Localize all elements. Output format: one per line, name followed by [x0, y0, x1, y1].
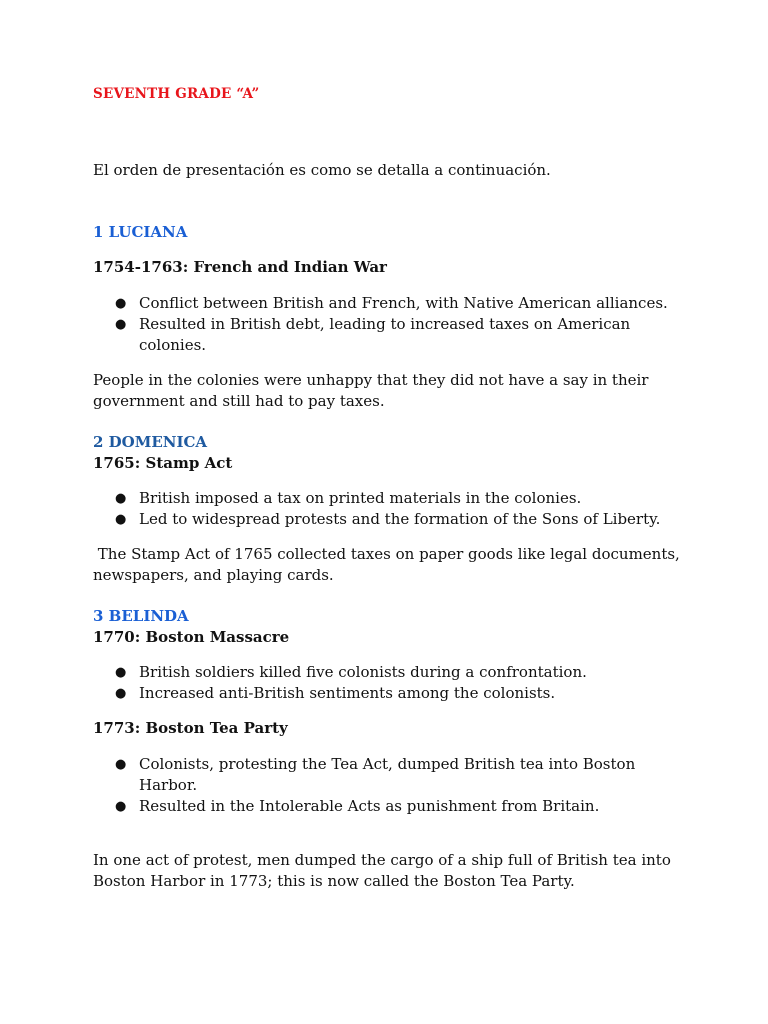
list-item: ● British soldiers killed five colonists during a confrontation. — [115, 663, 587, 681]
bullet-icon: ● — [115, 686, 127, 701]
list-item: ● Resulted in the Intolerable Acts as punishment from Britain. — [115, 797, 600, 815]
section-luciana — [93, 222, 693, 412]
section-domenica — [93, 432, 693, 586]
bullet-icon: ● — [115, 491, 127, 506]
bullet-icon: ● — [115, 296, 127, 311]
bullet-list — [93, 488, 693, 530]
presenter-name: 3 BELINDA — [93, 607, 189, 625]
list-item: ● Led to widespread protests and the formation of the Sons of Liberty. — [115, 510, 661, 528]
document-title: SEVENTH GRADE “A” — [93, 86, 260, 102]
list-item: ● Colonists, protesting the Tea Act, dumped British tea into Boston Harbor. — [115, 755, 636, 794]
bullet-icon: ● — [115, 757, 127, 772]
presenter-name: 1 LUCIANA — [93, 223, 188, 241]
list-item: ● Increased anti-British sentiments among the colonists. — [115, 684, 556, 702]
paragraph: The Stamp Act of 1765 collected taxes on paper goods like legal documents, newspapers, and playing cards. — [93, 545, 685, 584]
bullet-list — [93, 293, 693, 356]
bullet-icon: ● — [115, 665, 127, 680]
presenter-name: 2 DOMENICA — [93, 433, 208, 451]
intro-text: El orden de presentación es como se detalla a continuación. — [93, 161, 551, 179]
paragraph: People in the colonies were unhappy that they did not have a say in their government and still had to pay taxes. — [93, 371, 649, 410]
bullet-icon: ● — [115, 799, 127, 814]
event-heading: 1773: Boston Tea Party — [93, 719, 288, 737]
event-heading: 1754-1763: French and Indian War — [93, 258, 387, 276]
section-belinda — [93, 606, 693, 892]
list-item: ● Resulted in British debt, leading to increased taxes on American colonies. — [115, 315, 631, 354]
bullet-list — [93, 754, 693, 817]
bullet-icon: ● — [115, 512, 127, 527]
event-heading: 1765: Stamp Act — [93, 454, 233, 472]
event-heading: 1770: Boston Massacre — [93, 628, 290, 646]
bullet-icon: ● — [115, 317, 127, 332]
list-item: ● British imposed a tax on printed materials in the colonies. — [115, 489, 582, 507]
bullet-list — [93, 662, 693, 704]
paragraph: In one act of protest, men dumped the cargo of a ship full of British tea into Boston Harbor in 1773; this is now called the Boston Tea Party. — [93, 851, 671, 890]
list-item: ● Conflict between British and French, with Native American alliances. — [115, 294, 668, 312]
